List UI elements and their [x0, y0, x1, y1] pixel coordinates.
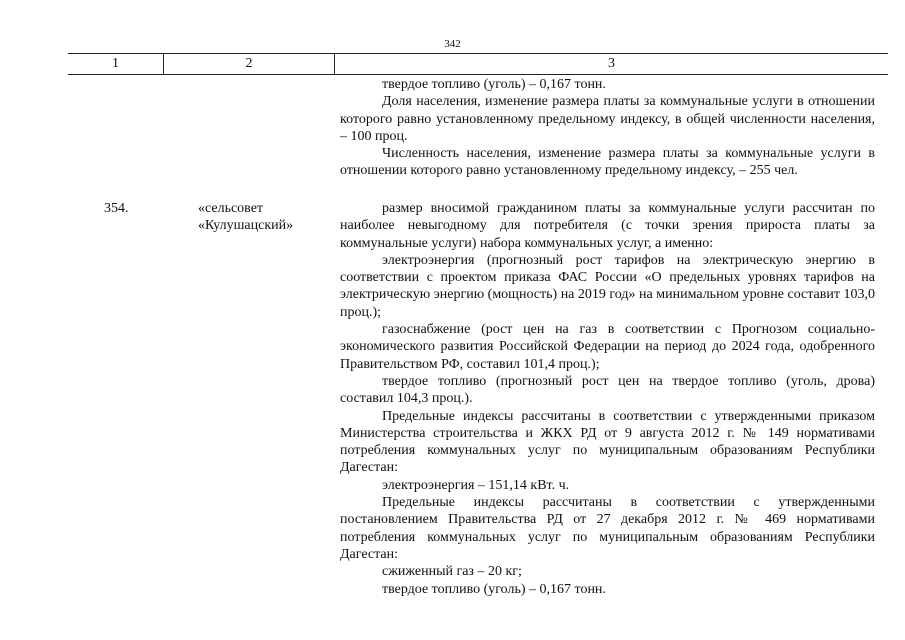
- paragraph: газоснабжение (рост цен на газ в соответствии с Прогнозом социально-экономического развития Российской Федерации на период до 2024 года, одобренного Правительством РФ, составил 101,4 проц.);: [340, 322, 875, 372]
- paragraph: твердое топливо (уголь) – 0,167 тонн.: [382, 77, 606, 92]
- paragraph: твердое топливо (уголь) – 0,167 тонн.: [382, 581, 606, 597]
- municipality-name: [164, 76, 335, 180]
- paragraph: сжиженный газ – 20 кг;: [382, 564, 522, 580]
- row-number: [68, 76, 164, 180]
- paragraph: твердое топливо (прогнозный рост цен на твердое топливо (уголь, дрова) составил 104,3 проц.).: [340, 373, 875, 407]
- municipality-name: [164, 200, 335, 598]
- paragraph: Доля населения, изменение размера платы за коммунальные услуги в отношении которого равно установленному предельному индексу, в общей численности населения, – 100 проц.: [340, 94, 875, 144]
- row-description: [335, 200, 875, 598]
- row-number: 354.: [104, 201, 129, 216]
- municipality-name-line2: «Кулушацский»: [198, 218, 294, 234]
- page-number: 342: [444, 38, 461, 50]
- column-header-3: 3: [608, 56, 615, 71]
- paragraph: Численность населения, изменение размера платы за коммунальные услуги в отношении которого равно установленному предельному индексу, – 255 чел.: [340, 146, 875, 179]
- table-row: [68, 200, 888, 598]
- table-row: [68, 76, 888, 180]
- paragraph: Предельные индексы рассчитаны в соответствии с утвержденными приказом Министерства строительства и ЖКХ РД от 9 августа 2012 г. № 149 нормативами потребления коммунальных услуг по муниципальным образованиям Республики Дагестан:: [340, 408, 875, 476]
- table-header-row: [68, 53, 888, 75]
- column-header-2: 2: [164, 54, 335, 74]
- paragraph: электроэнергия (прогнозный рост тарифов на электрическую энергию в соответствии с проектом приказа ФАС России «О предельных уровнях тарифов на электрическую энергию (мощность) на 2019 год» на минимальном уровне составит 103,0 проц.);: [340, 252, 875, 320]
- row-description: [335, 76, 875, 180]
- paragraph: Предельные индексы рассчитаны в соответствии с утвержденными постановлением Правительства РД от 27 декабря 2012 г. № 469 нормативами потребления коммунальных услуг по муниципальным образованиям Республики Дагестан:: [340, 495, 875, 562]
- paragraph: размер вносимой гражданином платы за коммунальные услуги рассчитан по наиболее невыгодному для потребителя (с точки зрения прироста платы за коммунальные услуги) набора коммунальных услуг, а именно:: [340, 201, 875, 251]
- column-header-1: 1: [68, 54, 164, 74]
- paragraph: электроэнергия – 151,14 кВт. ч.: [382, 477, 570, 493]
- municipality-name-line1: «сельсовет: [198, 201, 264, 216]
